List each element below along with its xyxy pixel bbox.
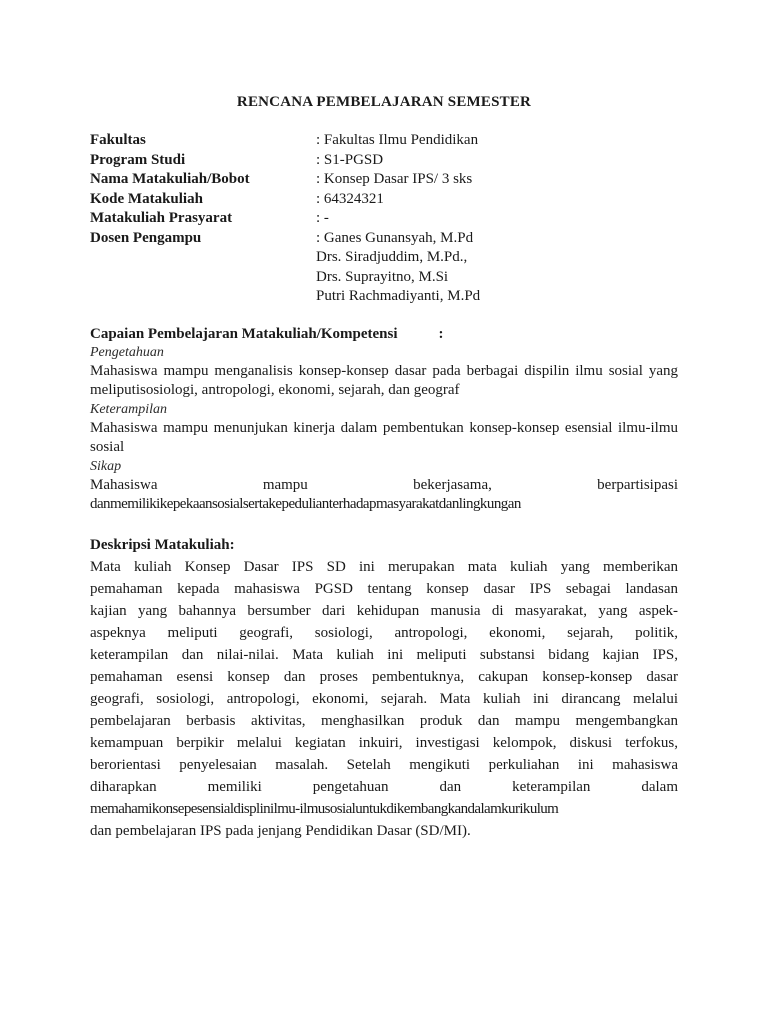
deskripsi-line: pemahaman esensi konsep dan proses pembentuknya, cakupan konsep-konsep dasar	[90, 668, 678, 685]
document-page	[90, 92, 678, 842]
info-label: Nama Matakuliah/Bobot	[90, 171, 250, 187]
info-value	[316, 229, 678, 307]
deskripsi-line: kajian yang bahannya bersumber dari kehidupan manusia di masyarakat, yang aspek-	[90, 602, 678, 619]
course-info	[90, 131, 678, 307]
info-value: : 64324321	[316, 190, 384, 207]
sikap-label: Sikap	[90, 458, 122, 474]
info-row-prasyarat	[90, 209, 678, 229]
capaian-section	[90, 324, 678, 515]
capaian-heading-colon: :	[438, 325, 444, 342]
deskripsi-line: memahamikonsepesensialdisplinilmu-ilmusosialuntukdikembangkandalamkurikulum	[90, 800, 559, 817]
deskripsi-heading: Deskripsi Matakuliah:	[90, 536, 235, 553]
info-value: : Fakultas Ilmu Pendidikan	[316, 132, 479, 148]
pengetahuan-label: Pengetahuan	[90, 344, 164, 360]
info-value: : S1-PGSD	[316, 151, 384, 168]
info-row-kode-matakuliah	[90, 190, 678, 210]
info-row-program-studi	[90, 151, 678, 171]
info-label: Kode Matakuliah	[90, 190, 203, 207]
deskripsi-line: dan pembelajaran IPS pada jenjang Pendidikan Dasar (SD/MI).	[90, 822, 471, 839]
info-label: Program Studi	[90, 151, 186, 168]
deskripsi-line: geografi, sosiologi, antropologi, ekonomi, sejarah. Mata kuliah ini dirancang melalui	[90, 690, 678, 707]
sikap-text-line-2: danmemilikikepekaansosialsertakepedulianterhadapmasyarakatdanlingkungan	[90, 496, 521, 512]
capaian-heading	[90, 324, 678, 344]
info-label: Dosen Pengampu	[90, 229, 202, 246]
deskripsi-line: aspeknya meliputi geografi, sosiologi, antropologi, ekonomi, sejarah, politik,	[90, 624, 678, 641]
deskripsi-line: keterampilan dan nilai-nilai. Mata kuliah ini meliputi substansi bidang kajian IPS,	[90, 646, 678, 663]
info-row-fakultas	[90, 131, 678, 151]
deskripsi-line: berorientasi penyelesaian masalah. Setelah mengikuti perkuliahan ini mahasiswa	[90, 756, 678, 773]
dosen-name: Putri Rachmadiyanti, M.Pd	[316, 288, 481, 304]
sikap-text-line-1: Mahasiswa mampu bekerjasama, berpartisipasi	[90, 476, 678, 493]
info-label: Fakultas	[90, 132, 146, 148]
deskripsi-line: diharapkan memiliki pengetahuan dan keterampilan dalam	[90, 778, 678, 795]
deskripsi-line: pembelajaran berbasis aktivitas, menghasilkan produk dan mampu mengembangkan	[90, 712, 678, 729]
info-value: : Konsep Dasar IPS/ 3 sks	[316, 171, 473, 187]
deskripsi-line: kemampuan berpikir melalui kegiatan inkuiri, investigasi kelompok, diskusi terfokus,	[90, 734, 678, 751]
document-title: RENCANA PEMBELAJARAN SEMESTER	[236, 94, 532, 110]
info-value: : -	[316, 210, 329, 226]
pengetahuan-text: Mahasiswa mampu menganalisis konsep-konsep dasar pada berbagai dispilin ilmu sosial yang meliputisosiologi, antropologi, ekonomi, sejarah, dan geograf	[90, 362, 678, 398]
deskripsi-line: Mata kuliah Konsep Dasar IPS SD ini merupakan mata kuliah yang memberikan	[90, 558, 678, 575]
keterampilan-label: Keterampilan	[90, 401, 167, 417]
info-label: Matakuliah Prasyarat	[90, 210, 233, 226]
info-row-dosen-pengampu	[90, 229, 678, 307]
deskripsi-line: pemahaman kepada mahasiswa PGSD tentang konsep dasar IPS sebagai landasan	[90, 580, 678, 597]
capaian-heading-text: Capaian Pembelajaran Matakuliah/Kompetensi	[90, 325, 398, 342]
dosen-name: Drs. Siradjuddim, M.Pd.,	[316, 249, 468, 265]
keterampilan-text: Mahasiswa mampu menunjukan kinerja dalam pembentukan konsep-konsep esensial ilmu-ilmu sosial	[90, 419, 678, 455]
info-row-nama-matakuliah	[90, 170, 678, 190]
dosen-name: Drs. Suprayitno, M.Si	[316, 268, 449, 285]
dosen-name: : Ganes Gunansyah, M.Pd	[316, 229, 474, 246]
deskripsi-body	[90, 556, 678, 842]
